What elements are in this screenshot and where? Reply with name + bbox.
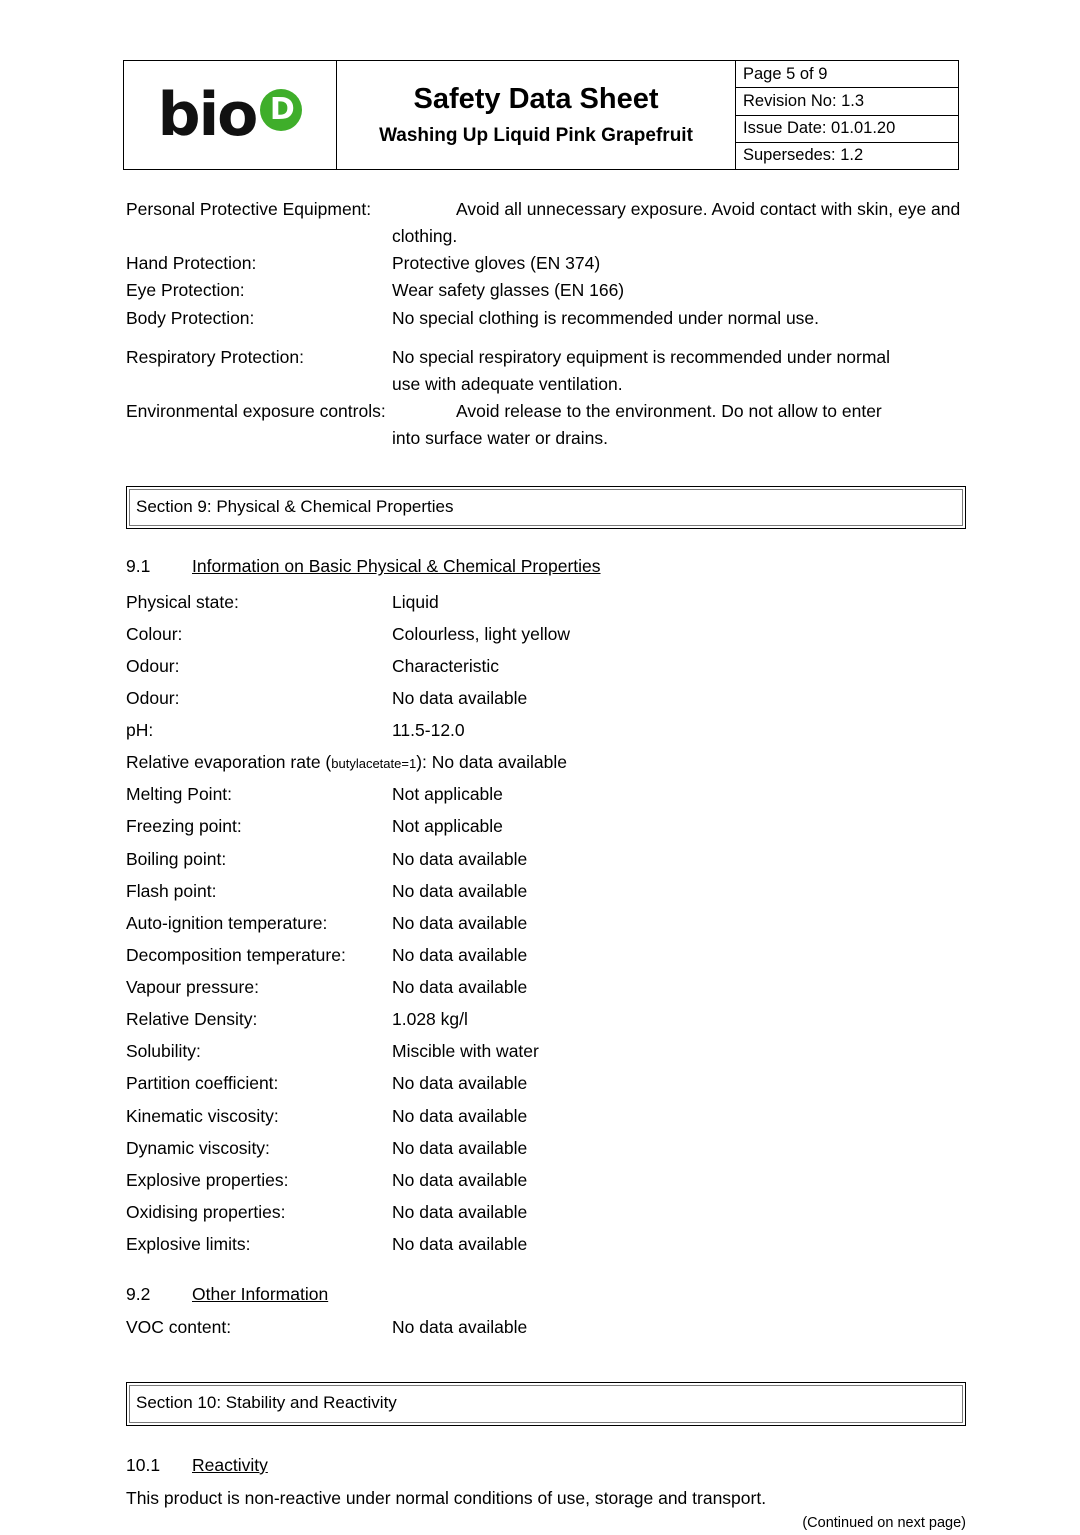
evaporation-rate-label: Relative evaporation rate (: [126, 752, 332, 773]
property-label: Physical state:: [126, 591, 239, 612]
respiratory-protection-row: [126, 344, 966, 371]
ppe-value-cont: clothing.: [392, 226, 458, 247]
environmental-controls-value-cont: into surface water or drains.: [392, 428, 608, 448]
property-value: No data available: [392, 1137, 528, 1158]
property-row: [126, 1167, 966, 1194]
section-10-banner-text: Section 10: Stability and Reactivity: [129, 1385, 963, 1422]
property-row: [126, 1006, 966, 1033]
spacer: [126, 529, 966, 553]
footer-row: [126, 1512, 966, 1532]
property-value: No data available: [392, 1234, 528, 1255]
supersedes: Supersedes: 1.2: [743, 146, 864, 165]
property-value: 11.5-12.0: [392, 720, 465, 741]
section-10-banner: [126, 1382, 966, 1425]
property-row: [126, 846, 966, 873]
section-9-2-heading: [126, 1281, 966, 1308]
respiratory-protection-value-cont: use with adequate ventilation.: [392, 373, 623, 394]
section-9-1-heading: [126, 553, 966, 580]
hand-protection-label: Hand Protection:: [126, 253, 257, 274]
property-label: Solubility:: [126, 1041, 201, 1062]
spacer: [126, 1263, 966, 1281]
voc-content-row: [126, 1314, 966, 1341]
property-value: No data available: [392, 944, 528, 965]
property-label: Partition coefficient:: [126, 1073, 279, 1094]
property-label: Flash point:: [126, 880, 217, 901]
spacer: [126, 1346, 966, 1382]
property-value: 1.028 kg/l: [392, 1009, 468, 1030]
section-9-banner-text: Section 9: Physical & Chemical Properties: [129, 489, 963, 526]
section-10-1-title: Reactivity: [192, 1454, 268, 1475]
property-value: No data available: [392, 1105, 528, 1126]
property-row: [126, 878, 966, 905]
property-label: Colour:: [126, 623, 183, 644]
property-value: Colourless, light yellow: [392, 623, 570, 644]
logo-text: bio: [157, 80, 257, 150]
property-row: [126, 1103, 966, 1130]
voc-content-value: No data available: [392, 1317, 528, 1338]
brand-logo: [124, 61, 337, 169]
property-value: No data available: [392, 977, 528, 998]
property-value: Not applicable: [392, 784, 503, 805]
property-row: [126, 621, 966, 648]
voc-content-label: VOC content:: [126, 1317, 232, 1338]
property-value: No data available: [392, 687, 528, 708]
document-title: Safety Data Sheet: [413, 83, 659, 116]
header-title-cell: [337, 61, 736, 169]
logo-badge-icon: D: [260, 89, 302, 131]
ppe-label: Personal Protective Equipment:: [126, 199, 372, 219]
product-name: Washing Up Liquid Pink Grapefruit: [379, 125, 693, 146]
property-value: Miscible with water: [392, 1041, 539, 1062]
respiratory-protection-value: No special respiratory equipment is recommended under normal: [392, 346, 891, 367]
section-9-2-number: 9.2: [126, 1284, 151, 1305]
property-row: [126, 717, 966, 744]
property-value: No data available: [392, 912, 528, 933]
property-value: Characteristic: [392, 655, 499, 676]
property-label: Kinematic viscosity:: [126, 1105, 279, 1126]
property-row: [126, 942, 966, 969]
property-row: [126, 974, 966, 1001]
body-protection-row: [126, 305, 966, 332]
evaporation-rate-label-end: ):: [416, 752, 432, 773]
ppe-value: Avoid all unnecessary exposure. Avoid contact with skin, eye and: [456, 199, 961, 219]
property-value: Liquid: [392, 591, 439, 612]
property-value: Not applicable: [392, 816, 503, 837]
issue-date: Issue Date: 01.01.20: [736, 116, 958, 143]
property-value: No data available: [392, 1073, 528, 1094]
evaporation-rate-value: No data available: [431, 752, 567, 773]
section-10-1-heading: [126, 1452, 966, 1479]
property-label: Melting Point:: [126, 784, 233, 805]
environmental-controls-value: Avoid release to the environment. Do not allow to enter: [456, 400, 882, 421]
respiratory-protection-label: Respiratory Protection:: [126, 346, 304, 367]
eye-protection-label: Eye Protection:: [126, 280, 245, 301]
section-10-1-number: 10.1: [126, 1454, 161, 1475]
property-label: Boiling point:: [126, 848, 227, 869]
property-row: [126, 910, 966, 937]
environmental-controls-row: [126, 398, 966, 425]
evaporation-rate-sub: butylacetate=1: [331, 756, 417, 772]
evaporation-rate-row: [126, 749, 966, 776]
property-label: Vapour pressure:: [126, 977, 259, 998]
property-label: Freezing point:: [126, 816, 242, 837]
property-label: Oxidising properties:: [126, 1201, 286, 1222]
spacer: [126, 1426, 966, 1452]
page-number: Page 5 of 9: [736, 61, 958, 88]
spacer: [126, 581, 966, 589]
property-row: [126, 1135, 966, 1162]
property-label: Odour:: [126, 655, 180, 676]
section-9-1-number: 9.1: [126, 556, 151, 577]
document-header: [123, 60, 959, 170]
spacer: [126, 332, 966, 344]
property-row: [126, 685, 966, 712]
hand-protection-row: [126, 250, 966, 277]
property-value: No data available: [392, 1169, 528, 1190]
property-label: Explosive properties:: [126, 1169, 289, 1190]
property-value: No data available: [392, 848, 528, 869]
body-protection-value: No special clothing is recommended under normal use.: [392, 307, 820, 328]
property-row: [126, 1199, 966, 1226]
ppe-row: [126, 196, 966, 223]
property-row: [126, 653, 966, 680]
section-9-2-title: Other Information: [192, 1284, 329, 1305]
property-row: [126, 1231, 966, 1258]
property-value: No data available: [392, 880, 528, 901]
property-label: Auto-ignition temperature:: [126, 912, 328, 933]
header-meta-cell: [736, 61, 958, 169]
property-label: Odour:: [126, 687, 180, 708]
body-protection-label: Body Protection:: [126, 307, 255, 328]
property-value: No data available: [392, 1201, 528, 1222]
property-row: [126, 1038, 966, 1065]
continued-note: (Continued on next page): [802, 1515, 966, 1532]
property-label: Explosive limits:: [126, 1234, 251, 1255]
document-body: [126, 196, 966, 1532]
eye-protection-value: Wear safety glasses (EN 166): [392, 280, 625, 301]
revision-number: Revision No: 1.3: [736, 88, 958, 115]
property-label: pH:: [126, 720, 154, 741]
property-row: [126, 589, 966, 616]
property-row: [126, 781, 966, 808]
section-10-1-body: This product is non-reactive under normal conditions of use, storage and transport.: [126, 1487, 767, 1508]
property-label: Dynamic viscosity:: [126, 1137, 270, 1158]
section-9-1-title: Information on Basic Physical & Chemical Properties: [192, 556, 601, 577]
property-label: Relative Density:: [126, 1009, 258, 1030]
environmental-controls-label: Environmental exposure controls:: [126, 400, 386, 421]
hand-protection-value: Protective gloves (EN 374): [392, 253, 601, 274]
property-row: [126, 813, 966, 840]
section-9-banner: [126, 486, 966, 529]
eye-protection-row: [126, 277, 966, 304]
property-row: [126, 1070, 966, 1097]
spacer: [126, 452, 966, 486]
property-label: Decomposition temperature:: [126, 944, 346, 965]
